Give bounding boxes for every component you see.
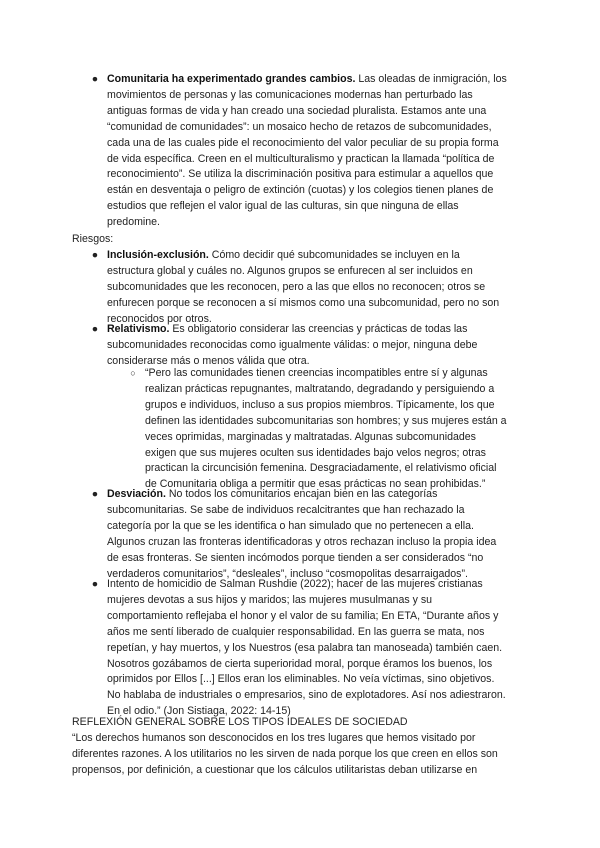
risk-inclusion-line: reconocidos por otros.: [107, 312, 212, 325]
intro-lead: Comunitaria ha experimentado grandes cambios.: [107, 73, 356, 85]
intro-line: reconocimiento”. Se utiliza la discriminación positiva para estimular a aquellos que: [107, 168, 494, 181]
risk-deviation-line: No todos los comunitarios encajan bien en las categorías: [165, 488, 438, 500]
risk-deviation-line: Algunos cruzan las fronteras identificadoras y otros rechazan incluso la propia idea: [107, 535, 497, 548]
risk-inclusion-item: [90, 248, 530, 328]
risk-inclusion-lead: Inclusión-exclusión.: [107, 249, 209, 261]
intro-list-item: [90, 72, 530, 232]
hollow-bullet-icon: ○: [130, 368, 136, 378]
intro-line: de vida específica. Creen en el multiculturalismo y practican la llamada “política de: [107, 152, 495, 165]
filled-bullet-icon: ●: [91, 488, 99, 500]
risk-inclusion-line: Cómo decidir qué subcomunidades se incluyen en la: [208, 249, 460, 261]
filled-bullet-icon: ●: [91, 249, 99, 261]
risk-inclusion-line: subcomunidades que les reconocen, pero a las que ellos no reconocen; otros se: [107, 280, 486, 293]
intro-line: “comunidad de comunidades”: un mosaico hecho de retazos de subcomunidades,: [107, 120, 492, 133]
risk-inclusion-line: enfurecen porque se reconocen a sí mismos como una subcomunidad, pero no son: [107, 296, 500, 309]
quote-line: de Comunitaria obliga a permitir que esas prácticas no sean prohibidas.”: [145, 478, 486, 491]
quote-line: “Pero las comunidades tienen creencias incompatibles entre sí y algunas: [145, 367, 488, 379]
risk-relativism-line: considerarse más o menos válida que otra.: [107, 354, 310, 367]
risk-deviation-line: categoría por la que se les identifica o han simulado que no pertenecen a ella.: [107, 519, 474, 532]
intro-line: están en desventaja o peligro de extinción (cuotas) y los colegios tienen planes de: [107, 184, 494, 197]
intro-line: antiguas formas de vida y han creado una sociedad pluralista. Estamos ante una: [107, 104, 487, 117]
risk-relativism-line: Es obligatorio considerar las creencias y prácticas de todas las: [169, 323, 468, 335]
quote-line: exigen que sus mujeres oculten sus identidades bajo velos negros; otras: [145, 446, 486, 459]
quote-line: definen las identidades subcomunitarias son hombres; y sus mujeres están a: [145, 414, 507, 427]
quote-line: practican la circuncisión femenina. Desgraciadamente, el relativismo oficial: [145, 462, 497, 475]
filled-bullet-icon: ●: [91, 578, 99, 590]
risk-relativism-lead: Relativismo.: [107, 323, 170, 335]
risk-relativism-line: subcomunidades reconocidas como igualmente válidas: o mejor, ninguna debe: [107, 338, 478, 351]
rushdie-line: oprimidos por Ellos [...] Ellos eran los eliminables. No veía víctimas, sino objetivos.: [107, 673, 495, 686]
risk-deviation-line: de esas fronteras. Se sienten incómodos porque tienden a ser considerados “no: [107, 551, 484, 564]
section-heading: REFLEXIÓN GENERAL SOBRE LOS TIPOS IDEALES DE SOCIEDAD: [72, 716, 408, 728]
risk-relativism-item: [90, 322, 530, 370]
rushdie-line: Nosotros gozábamos de cierta superioridad moral, porque éramos los buenos, los: [107, 657, 493, 670]
quote-line: veces oprimidas, marginadas y maltratadas. Algunas subcomunidades: [145, 430, 476, 443]
rushdie-line: No hablaba de industriales o empresarios, sino de explotadores. Así nos adiestraron.: [107, 689, 506, 702]
risk-deviation-item: [90, 487, 530, 583]
intro-line: cada una de las cuales pide el reconocimiento del valor peculiar de su propia forma: [107, 136, 499, 149]
intro-line: estudios que reflejen el valor igual de las culturas, sin que ninguna de ellas: [107, 200, 459, 213]
rushdie-line: Intento de homicidio de Salman Rushdie (2022); hacer de las mujeres cristianas: [107, 578, 483, 590]
filled-bullet-icon: ●: [91, 73, 99, 85]
risk-inclusion-line: estructura global y cuáles no. Algunos grupos se enfurecen al ser incluidos en: [107, 264, 473, 277]
intro-line: predomine.: [107, 216, 160, 229]
rushdie-line: En el odio.” (Jon Sistiaga, 2022: 14-15): [107, 705, 291, 718]
risk-deviation-line: verdaderos comunitarios”, “desleales”, incluso “cosmopolitas desarraigados”.: [107, 567, 468, 580]
quote-line: realizan prácticas repugnantes, maltratando, degradando y persiguiendo a: [145, 382, 495, 395]
intro-line: Las oleadas de inmigración, los: [355, 73, 507, 85]
rushdie-line: repetían, y hay muertos, y los Nuestros (esa palabra tan manoseada) también caen.: [107, 641, 503, 654]
quote-line: grupos e individuos, incluso a sus propios miembros. Típicamente, los que: [145, 398, 495, 411]
rushdie-line: mujeres devotas a sus hijos y maridos; las mujeres musulmanas y su: [107, 593, 433, 606]
rushdie-line: años me sentí liberado de cualquier responsabilidad. En las guerra se mata, nos: [107, 625, 485, 638]
closing-line: propensos, por definición, a cuestionar que los cálculos utilitaristas deban utilizarse en: [72, 764, 478, 776]
relativism-quote-item: [128, 366, 528, 494]
closing-line: “Los derechos humanos son desconocidos en los tres lugares que hemos visitado por: [72, 732, 476, 744]
closing-line: diferentes razones. A los utilitarios no les sirven de nada porque los que creen en ellos son: [72, 748, 498, 760]
rushdie-item: [90, 577, 530, 722]
rushdie-line: comportamiento reflejaba el honor y el valor de su familia; En ETA, “Durante años y: [107, 609, 499, 622]
risk-deviation-lead: Desviación.: [107, 488, 166, 500]
risk-deviation-line: subcomunitarias. Se sabe de individuos recalcitrantes que han rechazado la: [107, 503, 465, 516]
intro-line: movimientos de personas y las comunicaciones modernas han perturbado las: [107, 88, 473, 101]
risks-heading: Riesgos:: [72, 233, 114, 245]
filled-bullet-icon: ●: [91, 323, 99, 335]
